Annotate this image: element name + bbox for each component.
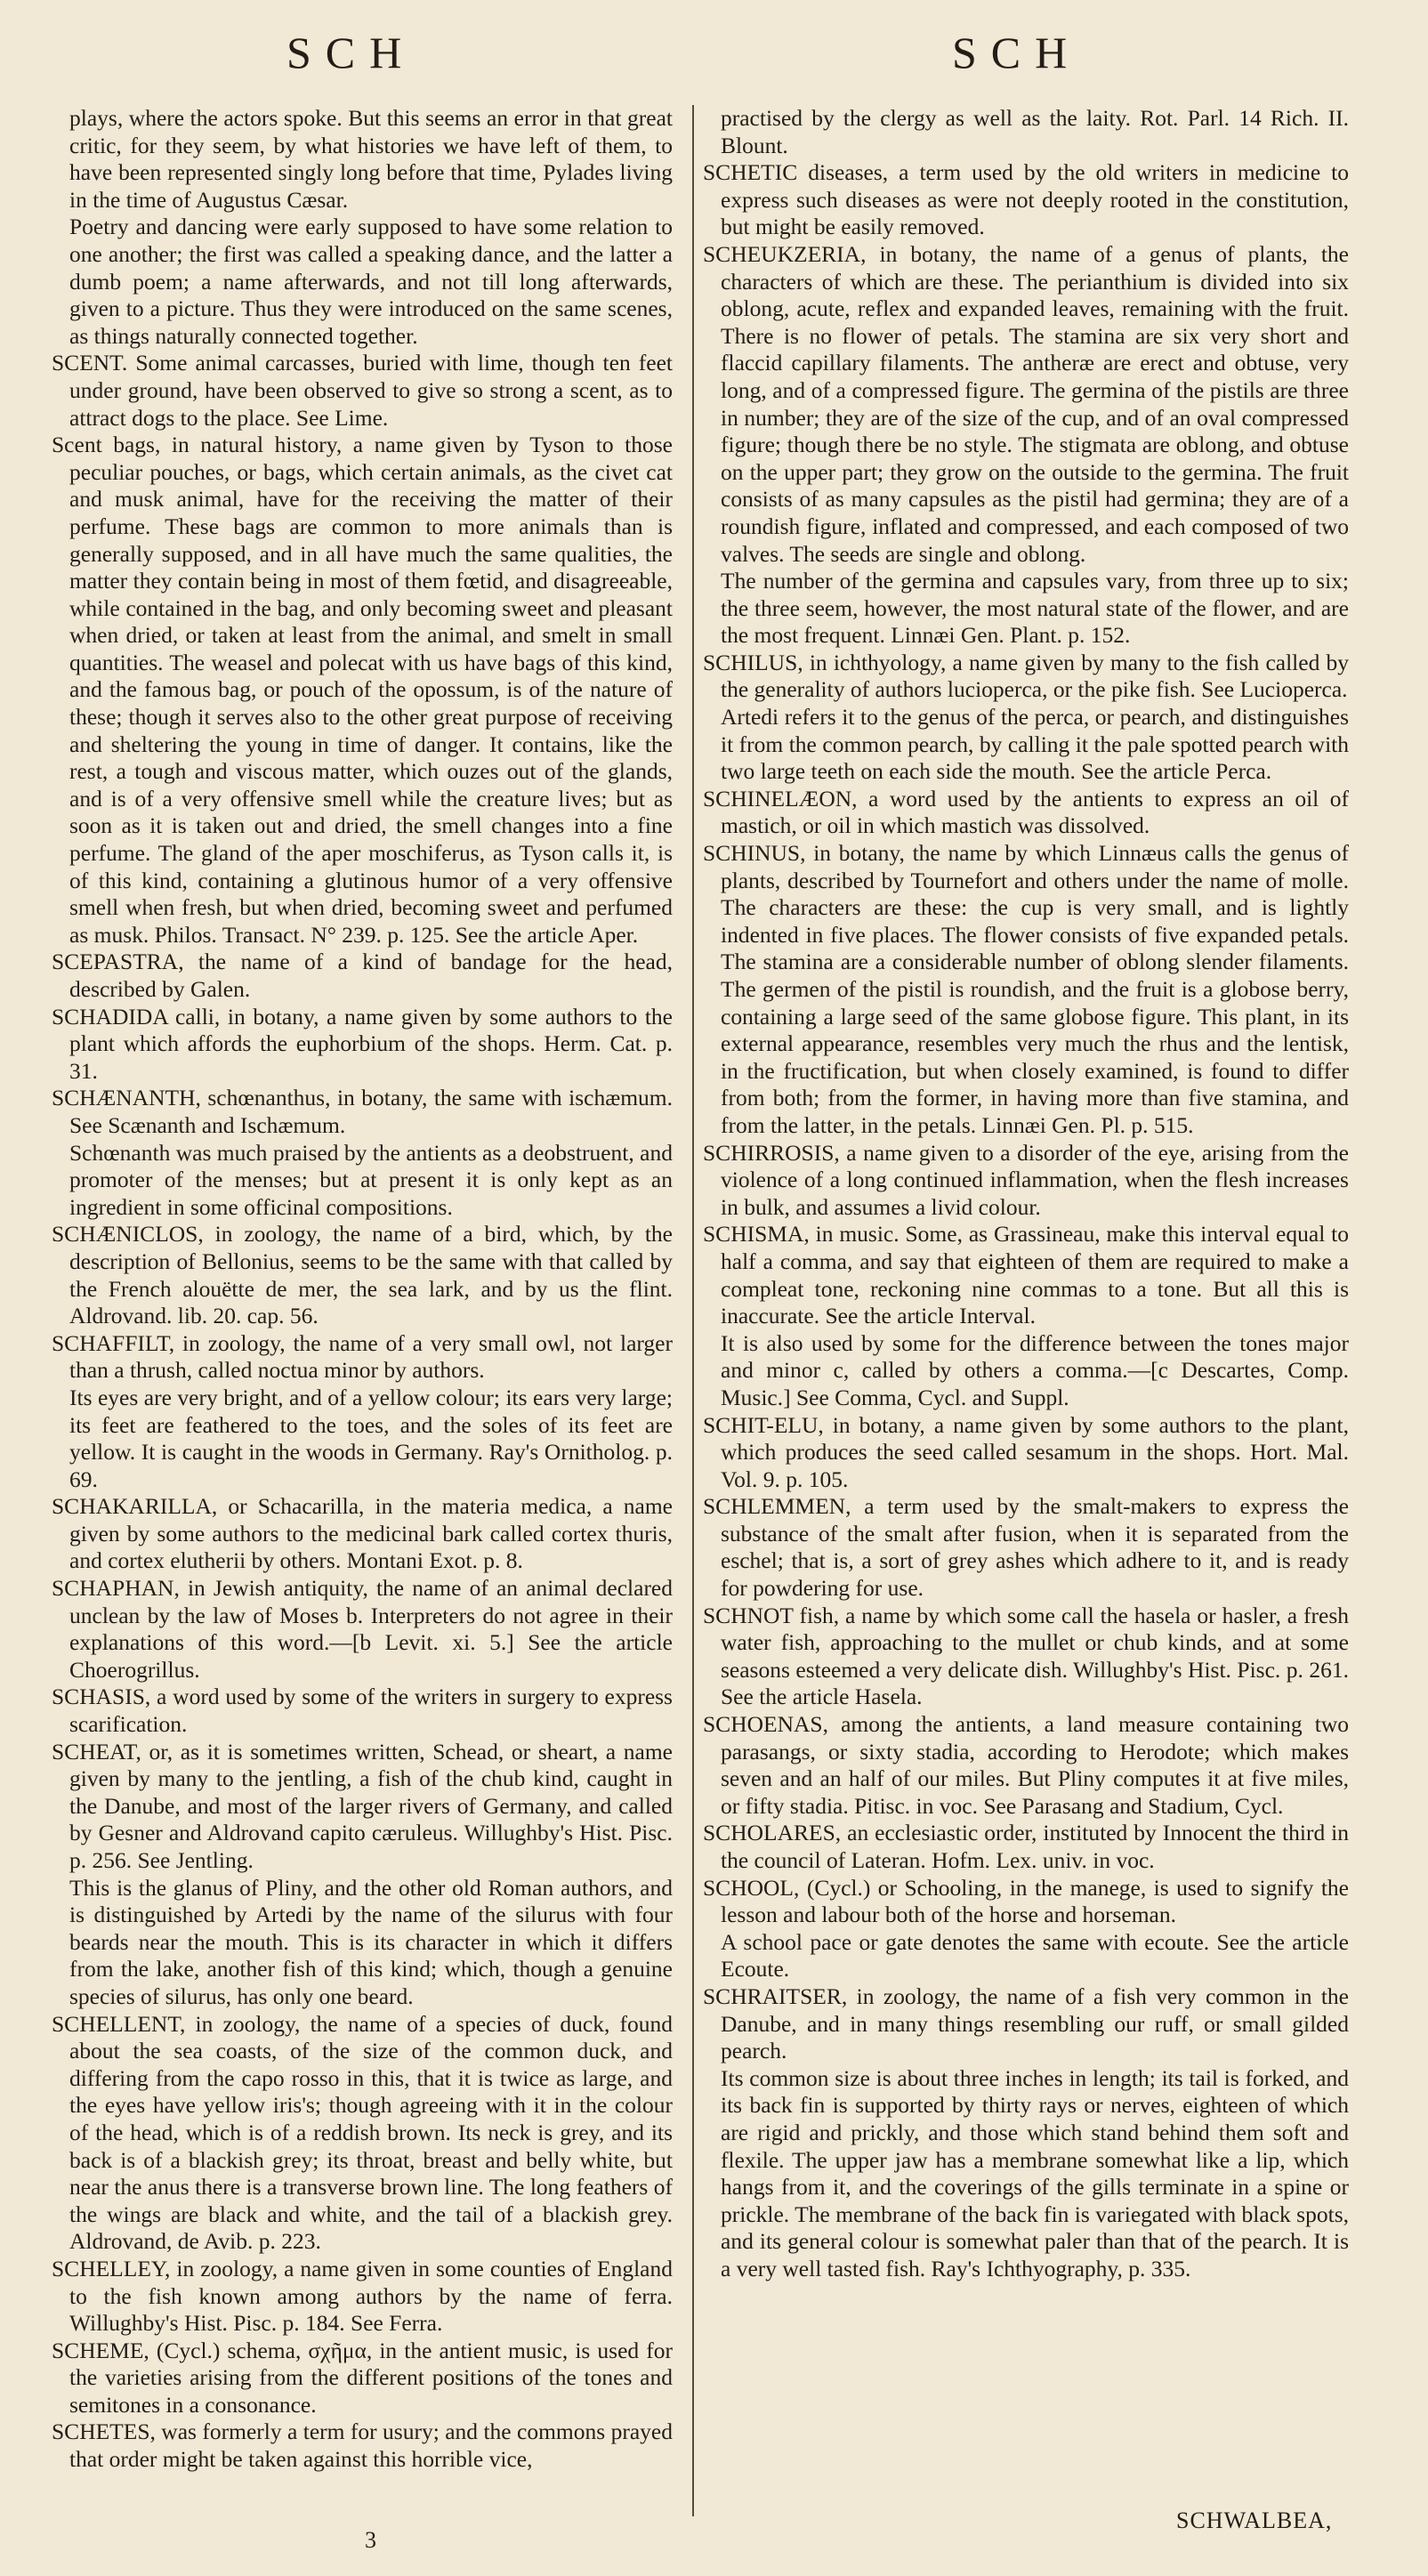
entry-paragraph: SCHEAT, or, as it is sometimes written, Schead, or sheart, a name given by many to the jentling, a fish of the chub kind, caught in the Danube, and most of the larger rivers of Germany, and called by Gesner and Aldrovand capito cæruleus. Willughby's Hist. Pisc. p. 256. See Jentling. bbox=[52, 1738, 673, 1873]
entry-paragraph: SCENT. Some animal carcasses, buried with lime, though ten feet under ground, have been observed to give so strong a scent, as to attract dogs to the place. See Lime. bbox=[52, 350, 673, 431]
entry-paragraph: Artedi refers it to the genus of the perca, or pearch, and distinguishes it from the common pearch, by calling it the pale spotted pearch with two large teeth on each side the mouth. See the article Perca. bbox=[721, 704, 1349, 785]
entry-paragraph: This is the glanus of Pliny, and the other old Roman authors, and is distinguished by Artedi by the name of the silurus with four beards near the mouth. This is its character in which it differs from the lake, another fish of this kind; which, though a genuine species of silurus, has only one beard. bbox=[69, 1874, 673, 2009]
entry-paragraph: SCHÆNICLOS, in zoology, the name of a bird, which, by the description of Bellonius, seems to be the same with that called by the French alouëtte de mer, the sea lark, and by us the flint. Aldrovand. lib. 20. cap. 56. bbox=[52, 1221, 673, 1329]
entry-paragraph: Poetry and dancing were early supposed to have some relation to one another; the first was called a speaking dance, and the latter a dumb poem; a name afterwards, and not till long afterwards, given to a picture. Thus they were introduced on the same scenes, as things naturally connected together. bbox=[69, 214, 673, 349]
entry-paragraph: The number of the germina and capsules vary, from three up to six; the three seem, however, the most natural state of the flower, and are the most frequent. Linnæi Gen. Plant. p. 152. bbox=[721, 568, 1349, 649]
entry-paragraph: SCHADIDA calli, in botany, a name given by some authors to the plant which affords the euphorbium of the shops. Herm. Cat. p. 31. bbox=[52, 1003, 673, 1084]
entry-paragraph: SCHISMA, in music. Some, as Grassineau, make this interval equal to half a comma, and say that eighteen of them are required to make a compleat tone, reckoning nine commas to a tone. But all this is inaccurate. See the article Interval. bbox=[703, 1221, 1349, 1329]
column-divider bbox=[692, 105, 694, 2516]
entry-paragraph: Schœnanth was much praised by the antients as a deobstruent, and promoter of the menses; but at present it is only kept as an ingredient in some officinal compositions. bbox=[69, 1139, 673, 1220]
entry-paragraph: SCHELLENT, in zoology, the name of a species of duck, found about the sea coasts, of the size of the common duck, and differing from the capo rosso in this, that it is twice as large, and the eyes have yellow iris's; though agreeing with it in the colour of the head, which is of a reddish brown. Its neck is grey, and its back is of a blackish grey; its throat, breast and belly white, but near the anus there is a transverse brown line. The long feathers of the wings are black and white, and the tail of a blackish grey. Aldrovand, de Avib. p. 223. bbox=[52, 2010, 673, 2255]
entry-paragraph: SCHILUS, in ichthyology, a name given by many to the fish called by the generality of authors lucioperca, or the pike fish. See Lucioperca. bbox=[703, 649, 1349, 703]
entry-paragraph: SCEPASTRA, the name of a kind of bandage for the head, described by Galen. bbox=[52, 949, 673, 1002]
entry-paragraph: practised by the clergy as well as the laity. Rot. Parl. 14 Rich. II. Blount. bbox=[721, 105, 1349, 158]
entry-paragraph: SCHIT-ELU, in botany, a name given by some authors to the plant, which produces the seed called sesamum in the shops. Hort. Mal. Vol. 9. p. 105. bbox=[703, 1411, 1349, 1492]
entry-paragraph: SCHEUKZERIA, in botany, the name of a genus of plants, the characters of which are these. The perianthium is divided into six oblong, acute, reflex and expanded leaves, remaining with the fruit. There is no flower of petals. The stamina are six very short and flaccid capillary filaments. The antheræ are erect and obtuse, very long, and of a compressed figure. The germina of the pistils are three in number; they are of the size of the cup, and of an oval compressed figure; though there be no style. The stigmata are oblong, and obtuse on the upper part; they grow on the outside to the germina. The fruit consists of as many capsules as the pistil had germina; they are of a roundish figure, inflated and compressed, and each composed of two valves. The seeds are single and oblong. bbox=[703, 240, 1349, 567]
entry-paragraph: SCHAKARILLA, or Schacarilla, in the materia medica, a name given by some authors to the medicinal bark called cortex thuris, and cortex elutherii by others. Montani Exot. p. 8. bbox=[52, 1493, 673, 1574]
entry-paragraph: SCHETIC diseases, a term used by the old writers in medicine to express such diseases as were not deeply rooted in the constitution, but might be easily removed. bbox=[703, 159, 1349, 240]
entry-paragraph: SCHELLEY, in zoology, a name given in some counties of England to the fish known among authors by the name of ferra. Willughby's Hist. Pisc. p. 184. See Ferra. bbox=[52, 2255, 673, 2337]
entry-paragraph: It is also used by some for the difference between the tones major and minor c, called by others a comma.—[c Descartes, Comp. Music.] See Comma, Cycl. and Suppl. bbox=[721, 1329, 1349, 1410]
running-header-right: SCH bbox=[952, 28, 1082, 77]
catchword: SCHWALBEA, bbox=[1176, 2507, 1333, 2533]
entry-paragraph: SCHINUS, in botany, the name by which Linnæus calls the genus of plants, described by Tournefort and others under the name of molle. The characters are these: the cup is very small, and is lightly indented in five places. The flower consists of five expanded petals. The stamina are a considerable number of oblong slender filaments. The germen of the pistil is roundish, and the fruit is a globose berry, containing a large seed of the same globose figure. This plant, in its external appearance, resembles very much the rhus and the lentisk, in the fructification, but when closely examined, is found to differ from both; from the former, in having more than five stamina, and from the latter, in the petals. Linnæi Gen. Pl. p. 515. bbox=[703, 840, 1349, 1138]
entry-paragraph: Its eyes are very bright, and of a yellow colour; its ears very large; its feet are feathered to the toes, and the soles of its feet are yellow. It is caught in the woods in Germany. Ray's Ornitholog. p. 69. bbox=[69, 1384, 673, 1492]
entry-paragraph: SCHÆNANTH, schœnanthus, in botany, the same with ischæmum. See Scænanth and Ischæmum. bbox=[52, 1085, 673, 1138]
entry-paragraph: SCHEME, (Cycl.) schema, σχῆμα, in the antient music, is used for the varieties arising from the different positions of the tones and semitones in a consonance. bbox=[52, 2337, 673, 2418]
entry-paragraph: SCHLEMMEN, a term used by the smalt-makers to express the substance of the smalt after fusion, when it is separated from the eschel; that is, a sort of grey ashes which adhere to it, and is ready for powdering for use. bbox=[703, 1493, 1349, 1602]
entry-paragraph: SCHNOT fish, a name by which some call the hasela or hasler, a fresh water fish, approaching to the mullet or chub kinds, and at some seasons esteemed a very delicate dish. Willughby's Hist. Pisc. p. 261. See the article Hasela. bbox=[703, 1602, 1349, 1710]
entry-paragraph: Its common size is about three inches in length; its tail is forked, and its back fin is supported by thirty rays or nerves, eighteen of which are rigid and prickly, and those which stand behind them soft and flexile. The upper jaw has a membrane somewhat like a lip, which hangs from it, and the coverings of the gills terminate in a spine or prickle. The membrane of the back fin is variegated with black spots, and its general colour is somewhat paler than that of the pearch. It is a very well tasted fish. Ray's Ichthyography, p. 335. bbox=[721, 2064, 1349, 2281]
entry-paragraph: plays, where the actors spoke. But this seems an error in that great critic, for they seem, by what histories we have left of them, to have been represented singly long before that time, Pylades living in the time of Augustus Cæsar. bbox=[69, 105, 673, 213]
entry-paragraph: SCHAPHAN, in Jewish antiquity, the name of an animal declared unclean by the law of Moses b. Interpreters do not agree in their explanations of this word.—[b Levit. xi. 5.] See the article Choerogrillus. bbox=[52, 1575, 673, 1683]
entry-paragraph: SCHASIS, a word used by some of the writers in surgery to express scarification. bbox=[52, 1684, 673, 1738]
entry-paragraph: SCHIRROSIS, a name given to a disorder of the eye, arising from the violence of a long continued inflammation, when the flesh increases in bulk, and assumes a livid colour. bbox=[703, 1139, 1349, 1220]
entry-paragraph: SCHINELÆON, a word used by the antients to express an oil of mastich, or oil in which mastich was dissolved. bbox=[703, 785, 1349, 839]
entry-paragraph: SCHETES, was formerly a term for usury; and the commons prayed that order might be taken against this horrible vice, bbox=[52, 2419, 673, 2473]
left-column bbox=[52, 105, 673, 2507]
entry-paragraph: SCHRAITSER, in zoology, the name of a fish very common in the Danube, and in many things resembling our ruff, or small gilded pearch. bbox=[703, 1982, 1349, 2064]
entry-paragraph: SCHAFFILT, in zoology, the name of a very small owl, not larger than a thrush, called noctua minor by authors. bbox=[52, 1329, 673, 1384]
entry-paragraph: SCHOOL, (Cycl.) or Schooling, in the manege, is used to signify the lesson and labour both of the horse and horseman. bbox=[703, 1874, 1349, 1928]
entry-paragraph: A school pace or gate denotes the same with ecoute. See the article Ecoute. bbox=[721, 1928, 1349, 1982]
page-number: 3 bbox=[365, 2527, 376, 2553]
entry-paragraph: SCHOENAS, among the antients, a land measure containing two parasangs, or sixty stadia, according to Herodote; which makes seven and an half of our miles. But Pliny computes it at five miles, or fifty stadia. Pitisc. in voc. See Parasang and Stadium, Cycl. bbox=[703, 1711, 1349, 1819]
entry-paragraph: SCHOLARES, an ecclesiastic order, instituted by Innocent the third in the council of Lateran. Hofm. Lex. univ. in voc. bbox=[703, 1820, 1349, 1873]
right-column bbox=[703, 105, 1349, 2507]
running-header-left: SCH bbox=[286, 28, 416, 77]
entry-paragraph: Scent bags, in natural history, a name given by Tyson to those peculiar pouches, or bags, which certain animals, as the civet cat and musk animal, have for the receiving the matter of their perfume. These bags are common to more animals than is generally supposed, and in all have much the same qualities, the matter they contain being in most of them fœtid, and disagreeable, while contained in the bag, and only becoming sweet and pleasant when dried, or taken at least from the animal, and smelt in small quantities. The weasel and polecat with us have bags of this kind, and the famous bag, or pouch of the opossum, is of the nature of these; though it serves also to the other great purpose of receiving and sheltering the young in time of danger. It contains, like the rest, a tough and viscous matter, which ouzes out of the glands, and is of a very offensive smell while the creature lives; but as soon as it is taken out and dried, the smell changes into a fine perfume. The gland of the aper moschiferus, as Tyson calls it, is of this kind, containing a glutinous humor of a very offensive smell when fresh, but when dried, becoming sweet and perfumed as musk. Philos. Transact. N° 239. p. 125. See the article Aper. bbox=[52, 432, 673, 948]
